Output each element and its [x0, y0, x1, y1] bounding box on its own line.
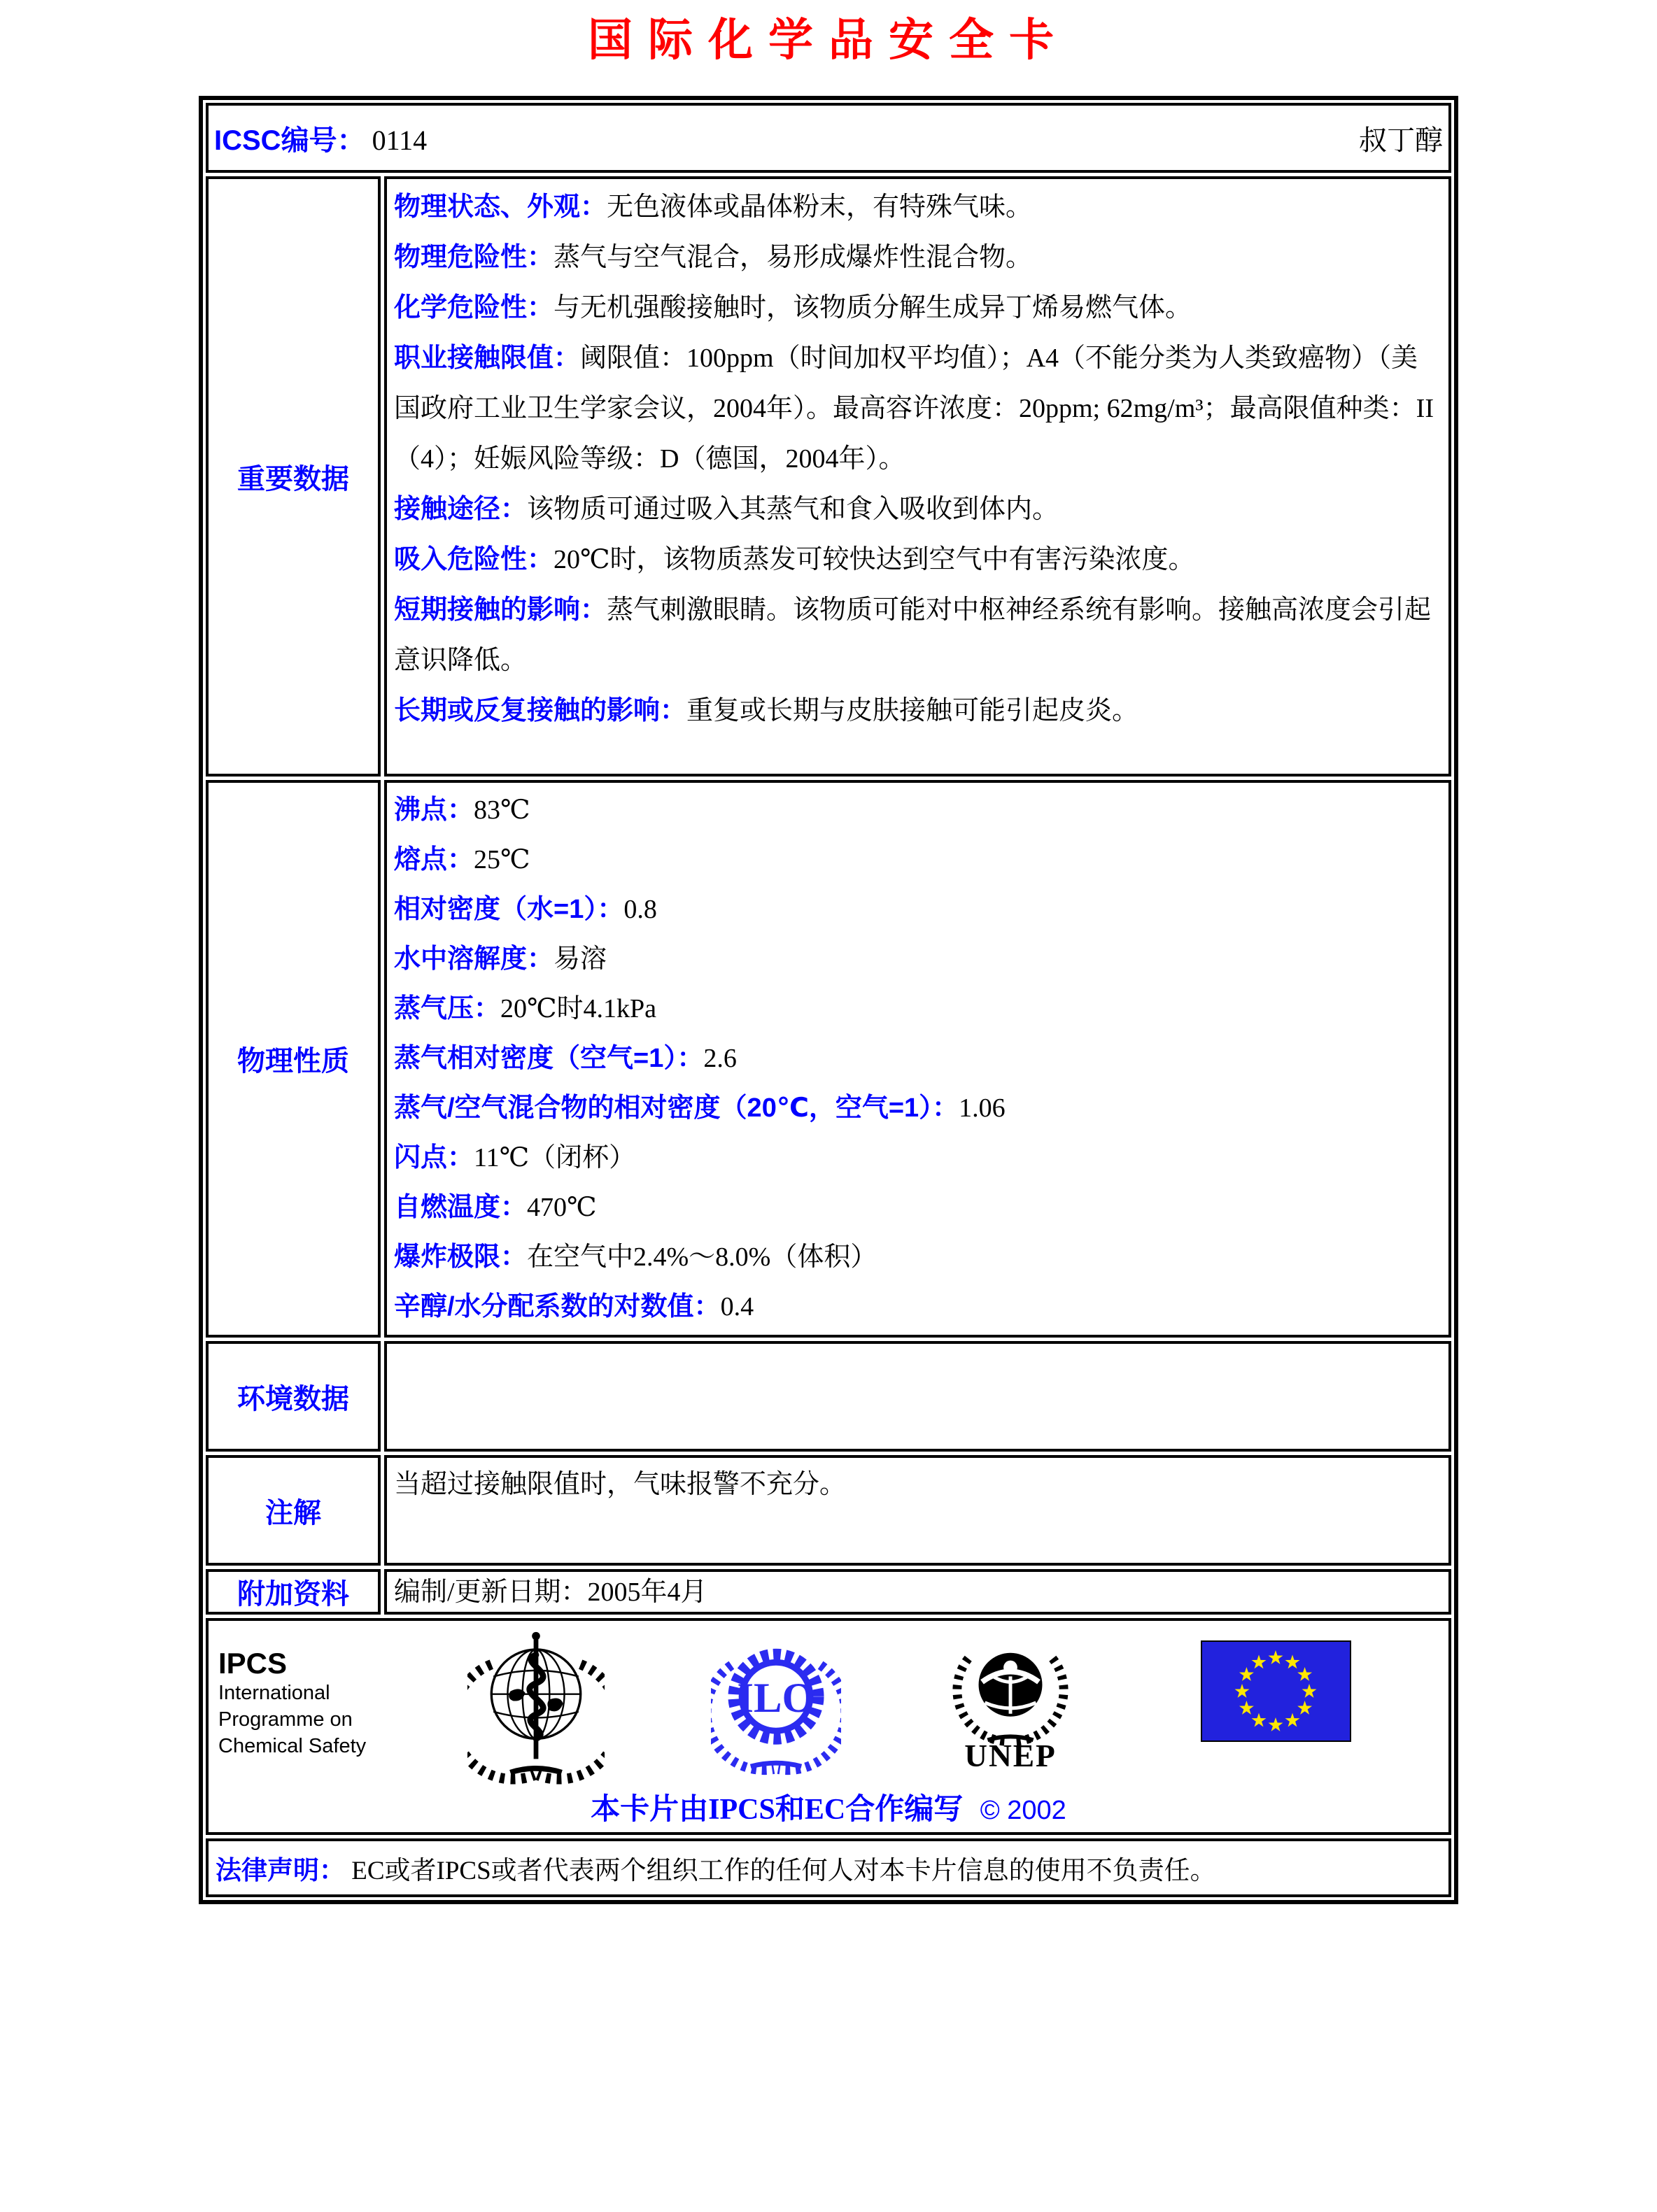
- field-label: 长期或反复接触的影响：: [394, 696, 687, 725]
- legal-notice-label: 法律声明：: [216, 1856, 345, 1885]
- section-content-important-data: [384, 176, 1451, 777]
- cooperation-caption: [209, 1786, 1448, 1828]
- icsc-card-table: [199, 96, 1458, 1904]
- field-label: 水中溶解度：: [394, 944, 554, 974]
- data-item-line: [394, 484, 1441, 534]
- field-value: 11℃（闭杯）: [474, 1143, 636, 1172]
- section-row-important-data: [206, 176, 1451, 777]
- field-label: 自燃温度：: [394, 1193, 528, 1222]
- data-item-line: [394, 984, 1441, 1034]
- field-label: 物理危险性：: [394, 243, 554, 272]
- field-value: 0.8: [623, 895, 657, 924]
- field-label: 辛醇/水分配系数的对数值：: [394, 1292, 721, 1321]
- data-item-line: [394, 333, 1441, 484]
- data-item-line: [394, 686, 1441, 736]
- section-content-additional-info: [384, 1569, 1451, 1615]
- section-row-notes: [206, 1455, 1451, 1566]
- field-label: 熔点：: [394, 845, 474, 874]
- ipcs-text-block: [218, 1647, 421, 1759]
- data-item-line: [394, 182, 1441, 232]
- icsc-number-group: [214, 118, 427, 158]
- section-row-environmental-data: [206, 1341, 1451, 1452]
- field-value: 编制/更新日期：2005年4月: [394, 1577, 707, 1607]
- field-value: 20℃时4.1kPa: [500, 994, 657, 1023]
- data-item-line: [394, 786, 1441, 835]
- unep-logo-text: UNEP: [964, 1737, 1057, 1769]
- field-value: 蒸气刺激眼睛。该物质可能对中枢神经系统有影响。接触高浓度会引起意识降低。: [394, 595, 1432, 675]
- data-item-line: [394, 1034, 1441, 1084]
- field-value: 与无机强酸接触时，该物质分解生成异丁烯易燃气体。: [553, 293, 1192, 322]
- section-content-notes: [384, 1455, 1451, 1566]
- legal-notice-cell: [206, 1838, 1451, 1897]
- field-label: 接触途径：: [394, 495, 528, 524]
- field-label: 沸点：: [394, 795, 474, 825]
- data-item-line: [394, 534, 1441, 585]
- field-label: 闪点：: [394, 1143, 474, 1172]
- section-label-additional-info: 附加资料: [206, 1569, 381, 1615]
- field-value: 2.6: [703, 1044, 737, 1073]
- ilo-logo-icon: [711, 1633, 841, 1780]
- field-label: 物理状态、外观：: [394, 192, 607, 222]
- section-label-important-data: 重要数据: [206, 176, 381, 777]
- field-label: 爆炸极限：: [394, 1242, 528, 1272]
- data-item-line: [394, 885, 1441, 935]
- ipcs-acronym: IPCS: [218, 1647, 288, 1680]
- field-value: 1.06: [959, 1093, 1006, 1123]
- section-content-environmental-data: [384, 1341, 1451, 1452]
- data-item-line: [394, 1133, 1441, 1183]
- field-value: 当超过接触限值时，气味报警不充分。: [394, 1470, 847, 1499]
- field-value: 470℃: [527, 1193, 597, 1222]
- section-label-physical-properties: 物理性质: [206, 780, 381, 1338]
- ipcs-line: Programme on: [218, 1708, 353, 1731]
- ipcs-line: International: [218, 1682, 330, 1704]
- field-value: 该物质可通过吸入其蒸气和食入吸收到体内。: [527, 495, 1059, 524]
- field-label: 短期接触的影响：: [394, 595, 607, 625]
- logos-cell: [206, 1618, 1451, 1835]
- data-item-line: [394, 585, 1441, 686]
- section-content-physical-properties: [384, 780, 1451, 1338]
- data-item-line: [394, 1183, 1441, 1233]
- field-value: 无色液体或晶体粉末，有特殊气味。: [607, 192, 1033, 222]
- data-item-line: [394, 835, 1441, 885]
- field-value: 重复或长期与皮肤接触可能引起皮炎。: [686, 696, 1139, 725]
- field-label: 化学危险性：: [394, 293, 554, 322]
- field-label: 吸入危险性：: [394, 545, 554, 574]
- page-title: 国际化学品安全卡: [588, 15, 1069, 65]
- icsc-number-label: ICSC编号：: [214, 125, 365, 156]
- data-item-line: [394, 283, 1441, 333]
- data-item-line: [394, 1282, 1441, 1332]
- field-value: 20℃时，该物质蒸发可较快达到空气中有害污染浓度。: [553, 545, 1195, 574]
- section-label-notes: 注解: [206, 1455, 381, 1566]
- data-item-line: [394, 1461, 1441, 1505]
- icsc-number-value: 0114: [372, 124, 428, 156]
- field-label: 蒸气相对密度（空气=1）：: [394, 1044, 704, 1073]
- field-value: 阈限值：100ppm（时间加权平均值）；A4（不能分类为人类致癌物）（美国政府工业卫生学家会议，2004年）。最高容许浓度：20ppm; 62mg/m³；最高限值种类：II（4）；妊娠风险等级：D（德国，2004年）。: [394, 343, 1434, 474]
- field-label: 职业接触限值：: [394, 343, 581, 373]
- data-item-line: [394, 1233, 1441, 1282]
- unep-logo-icon: [952, 1631, 1069, 1773]
- header-row: [206, 103, 1451, 173]
- section-label-environmental-data: 环境数据: [206, 1341, 381, 1452]
- legal-row: [206, 1838, 1451, 1897]
- logos-strip: [209, 1628, 1448, 1783]
- legal-notice-text: EC或者IPCS或者代表两个组织工作的任何人对本卡片信息的使用不负责任。: [351, 1857, 1216, 1885]
- section-row-physical-properties: [206, 780, 1451, 1338]
- field-label: 蒸气/空气混合物的相对密度（20℃，空气=1）：: [394, 1093, 959, 1123]
- icsc-number-cell: [206, 103, 1451, 173]
- logos-row: [206, 1618, 1451, 1835]
- eu-flag-icon: [1201, 1640, 1351, 1745]
- field-value: 蒸气与空气混合，易形成爆炸性混合物。: [553, 243, 1033, 272]
- field-value: 83℃: [474, 795, 530, 825]
- ipcs-line: Chemical Safety: [218, 1735, 367, 1757]
- field-value: 25℃: [474, 845, 530, 874]
- ilo-logo-text: ILO: [737, 1674, 815, 1722]
- field-value: 易溶: [553, 944, 607, 974]
- copyright-text: © 2002: [980, 1796, 1066, 1825]
- data-item-line: [394, 1576, 707, 1608]
- field-label: 相对密度（水=1）：: [394, 895, 624, 924]
- field-label: 蒸气压：: [394, 994, 501, 1023]
- data-item-line: [394, 935, 1441, 984]
- cooperation-caption-text: 本卡片由IPCS和EC合作编写: [591, 1794, 964, 1826]
- who-logo-icon: [467, 1629, 605, 1788]
- chemical-name: 叔丁醇: [1359, 124, 1443, 156]
- data-item-line: [394, 232, 1441, 283]
- section-row-additional-info: [206, 1569, 1451, 1615]
- field-value: 在空气中2.4%～8.0%（体积）: [527, 1242, 877, 1272]
- field-value: 0.4: [720, 1292, 754, 1321]
- data-item-line: [394, 1084, 1441, 1133]
